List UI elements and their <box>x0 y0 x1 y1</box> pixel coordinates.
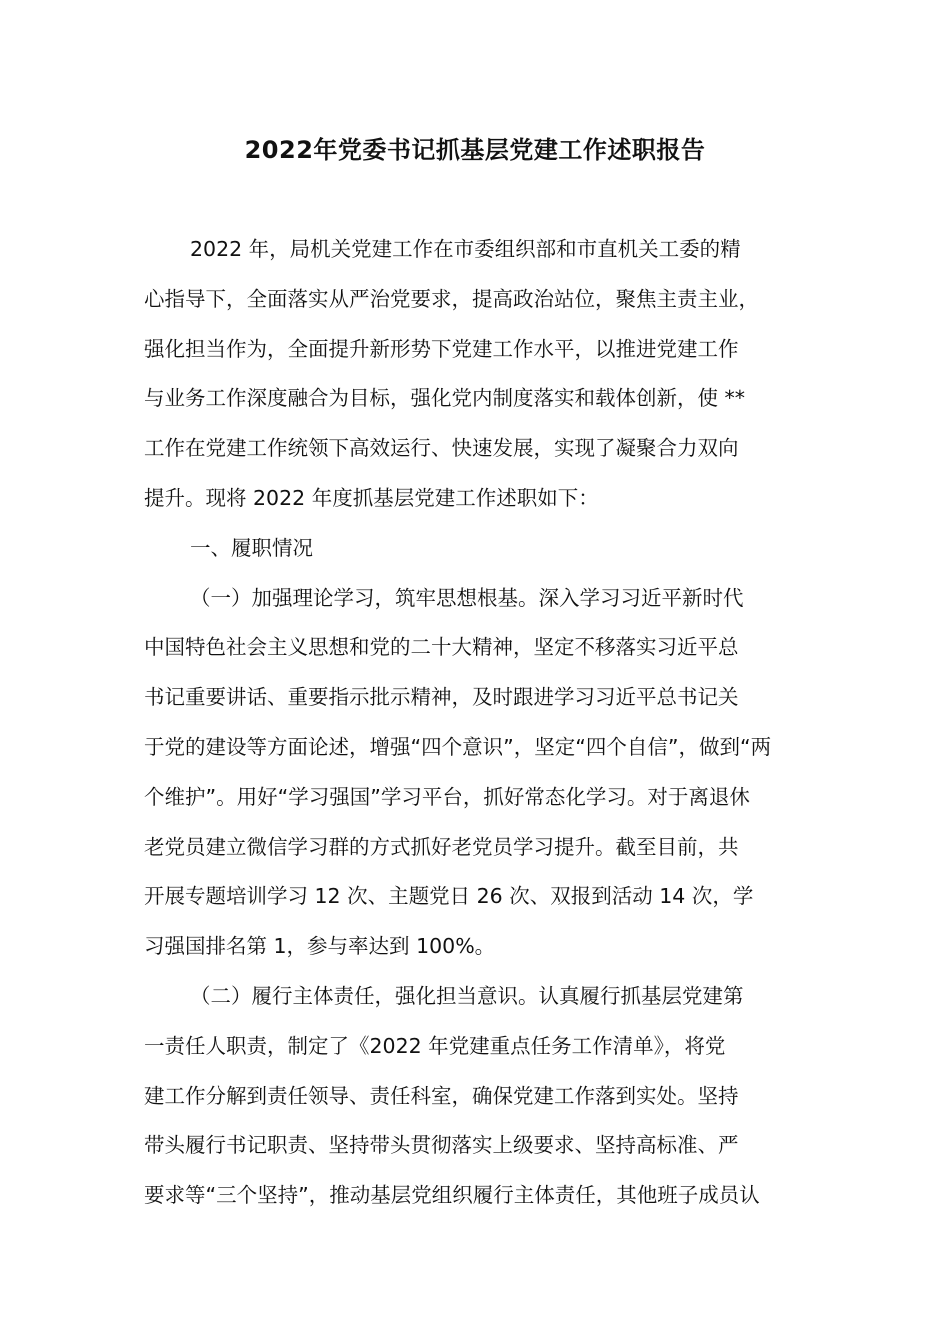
paragraph-1-line-4: 与业务工作深度融合为目标，强化党内制度落实和载体创新，使 ** <box>144 386 746 411</box>
paragraph-3-line-4: 带头履行书记职责、坚持带头贯彻落实上级要求、坚持高标准、严 <box>144 1133 739 1158</box>
paragraph-1-line-5: 工作在党建工作统领下高效运行、快速发展，实现了凝聚合力双向 <box>144 436 739 461</box>
document-title: 2022年党委书记抓基层党建工作述职报告 <box>244 136 706 164</box>
paragraph-2-line-2: 中国特色社会主义思想和党的二十大精神，坚定不移落实习近平总 <box>144 635 739 660</box>
paragraph-1-line-2: 心指导下，全面落实从严治党要求，提高政治站位，聚焦主责主业， <box>144 286 759 311</box>
paragraph-3-line-5: 要求等“三个坚持”，推动基层党组织履行主体责任，其他班子成员认 <box>144 1183 760 1208</box>
paragraph-2-line-3: 书记重要讲话、重要指示批示精神，及时跟进学习习近平总书记关 <box>144 685 739 710</box>
paragraph-2-line-1: （一）加强理论学习，筑牢思想根基。深入学习习近平新时代 <box>190 585 744 610</box>
paragraph-3-line-3: 建工作分解到责任领导、责任科室，确保党建工作落到实处。坚持 <box>144 1083 739 1108</box>
paragraph-2-line-6: 老党员建立微信学习群的方式抓好老党员学习提升。截至目前，共 <box>144 834 739 859</box>
paragraph-3-line-2: 一责任人职责，制定了《2022 年党建重点任务工作清单》，将党 <box>144 1033 726 1058</box>
section-heading-1: 一、履职情况 <box>190 535 313 560</box>
paragraph-3-line-1: （二）履行主体责任，强化担当意识。认真履行抓基层党建第 <box>190 983 744 1008</box>
paragraph-1-line-1: 2022 年，局机关党建工作在市委组织部和市直机关工委的精 <box>190 237 741 261</box>
paragraph-2-line-4: 于党的建设等方面论述，增强“四个意识”，坚定“四个自信”，做到“两 <box>144 734 772 759</box>
paragraph-2-line-5: 个维护”。用好“学习强国”学习平台，抓好常态化学习。对于离退休 <box>144 784 750 809</box>
paragraph-1-line-6: 提升。现将 2022 年度抓基层党建工作述职如下： <box>144 485 599 510</box>
paragraph-2-line-8: 习强国排名第 1，参与率达到 100%。 <box>144 934 496 959</box>
paragraph-1-line-3: 强化担当作为，全面提升新形势下党建工作水平，以推进党建工作 <box>144 336 739 361</box>
paragraph-2-line-7: 开展专题培训学习 12 次、主题党日 26 次、双报到活动 14 次，学 <box>144 884 754 909</box>
document-body <box>144 225 844 1221</box>
